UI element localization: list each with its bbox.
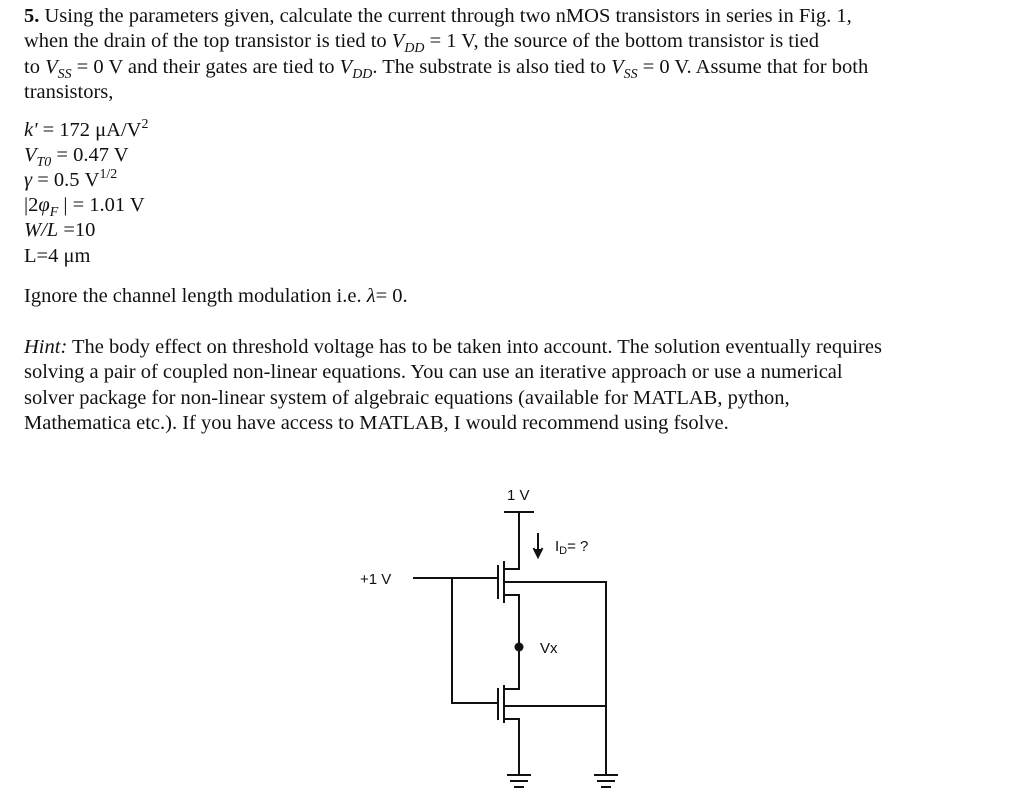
param-gamma: γ = 0.5 $V^{1/2}$ — [24, 167, 118, 191]
intro-line-2b: = 1 V, the source of the bottom transistor is tied — [424, 30, 820, 53]
vdd-symbol-2: $V_{DD}$ — [339, 55, 373, 82]
intro-line-3a: to — [24, 55, 46, 78]
hint-label: Hint: — [24, 336, 68, 358]
ground-symbol-left — [508, 775, 530, 787]
param-wl: W/L =10 — [24, 219, 96, 241]
top-nmos-transistor — [498, 558, 606, 647]
vss-symbol: $V_{SS}$ — [45, 55, 72, 82]
vss-symbol-2: $V_{SS}$ — [611, 55, 638, 82]
vdd-label: 1 V — [507, 487, 530, 504]
param-phi: $|2\varphi_F$ | = 1.01 V — [24, 194, 145, 221]
param-vto: $V_{T0} = 0.47$ V — [24, 144, 129, 171]
gate-voltage-label: +1 V — [360, 571, 392, 588]
intro-line-4: transistors, — [24, 80, 114, 103]
param-length: L=4 μm — [24, 245, 91, 267]
vdd-symbol: $V_{DD}$ — [391, 30, 425, 57]
current-label: $I_D=$ ? — [555, 538, 589, 557]
hint-line-4: Mathematica etc.). If you have access to MATLAB, I would recommend using fsolve. — [24, 411, 729, 434]
intro-line-3d: = 0 V. Assume that for both — [637, 55, 869, 78]
hint-line-1: The body effect on threshold voltage has to be taken into account. The solution eventually requires — [67, 336, 882, 358]
hint-line-3: solver package for non-linear system of algebraic equations (available for MATLAB, python, — [24, 386, 790, 409]
intro-line-3b: = 0 V and their gates are tied to — [71, 55, 340, 78]
intro-line-2a: when the drain of the top transistor is tied to — [24, 30, 392, 53]
param-kprime: k' = 172 $\mu A/V^2$ — [24, 117, 149, 141]
intro-line-3c: . The substrate is also tied to — [372, 55, 612, 78]
hint-line-2: solving a pair of coupled non-linear equations. You can use an iterative approach or use a numerical — [24, 361, 843, 384]
current-arrow-icon — [534, 534, 542, 557]
problem-number: 5. — [24, 5, 40, 27]
vx-node-dot — [515, 643, 524, 652]
bottom-nmos-transistor — [498, 647, 606, 774]
ground-symbol-right — [595, 775, 617, 787]
vx-label: Vx — [540, 640, 558, 657]
ignore-lambda-line: Ignore the channel length modulation i.e. λ= 0. — [24, 285, 408, 307]
intro-line-1: Using the parameters given, calculate the current through two nMOS transistors in series in Fig. 1, — [39, 5, 852, 27]
